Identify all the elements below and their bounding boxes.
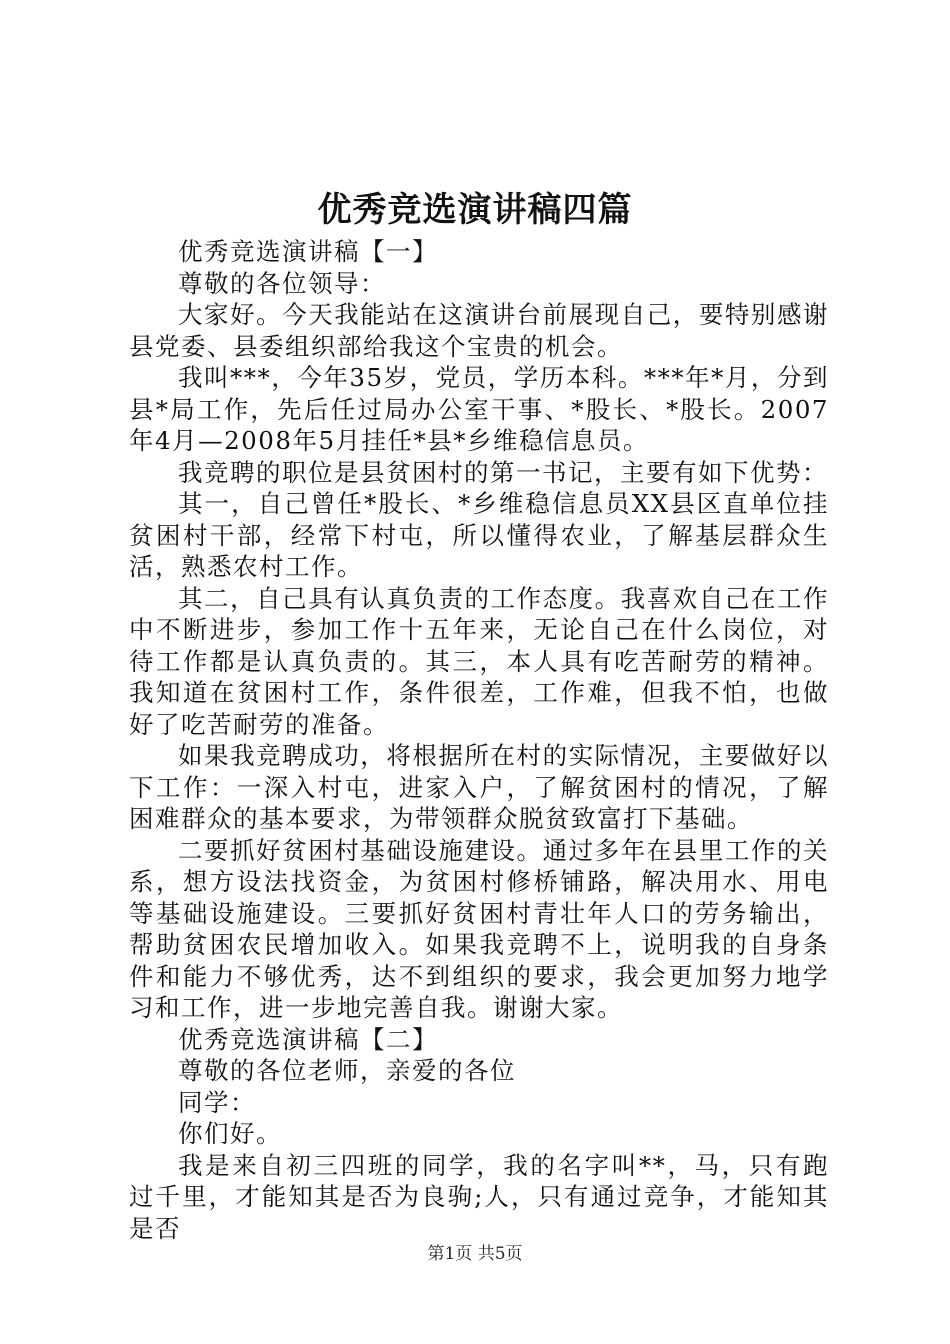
paragraph: 其二，自己具有认真负责的工作态度。我喜欢自己在工作中不断进步，参加工作十五年来，无论自己在什么岗位，对待工作都是认真负责的。其三，本人具有吃苦耐劳的精神。我知道在贫困村工作，条件很差，工作难，但我不怕，也做好了吃苦耐劳的准备。 [129,583,829,739]
document-title: 优秀竞选演讲稿四篇 [317,190,633,230]
paragraph: 如果我竞聘成功，将根据所在村的实际情况，主要做好以下工作：一深入村屯，进家入户，了解贫困村的情况，了解困难群众的基本要求，为带领群众脱贫致富打下基础。 [129,741,829,833]
paragraph: 我是来自初三四班的同学，我的名字叫**，马，只有跑过千里，才能知其是否为良驹;人，只有通过竞争，才能知其是否 [129,1150,829,1243]
paragraph: 我叫***，今年35岁，党员，学历本科。***年*月，分到县*局工作，先后任过局办公室干事、*股长、*股长。2007年4月—2008年5月挂任*县*乡维稳信息员。 [129,363,829,455]
section-heading: 优秀竞选演讲稿【一】 [178,237,438,266]
paragraph: 你们好。 [178,1119,282,1148]
paragraph: 二要抓好贫困村基础设施建设。通过多年在县里工作的关系，想方设法找资金，为贫困村修桥铺路，解决用水、用电等基础设施建设。三要抓好贫困村青壮年人口的劳务输出，帮助贫困农民增加收入。如果我竞聘不上，说明我的自身条件和能力不够优秀，达不到组织的要求，我会更加努力地学习和工作，进一步地完善自我。谢谢大家。 [129,835,829,1022]
section-heading: 优秀竞选演讲稿【二】 [178,1024,438,1054]
paragraph: 其一，自己曾任*股长、*乡维稳信息员XX县区直单位挂贫困村干部，经常下村屯，所以懂得农业，了解基层群众生活，熟悉农村工作。 [129,489,829,581]
salutation: 尊敬的各位老师，亲爱的各位 [178,1056,516,1085]
salutation: 同学： [178,1087,256,1117]
document-body [129,236,829,1244]
salutation: 尊敬的各位领导： [178,268,386,298]
page-footer: 第1页 共5页 [427,1244,523,1264]
paragraph: 大家好。今天我能站在这演讲台前展现自己，要特别感谢县党委、县委组织部给我这个宝贵的机会。 [129,300,829,361]
paragraph: 我竞聘的职位是县贫困村的第一书记，主要有如下优势： [178,457,828,487]
